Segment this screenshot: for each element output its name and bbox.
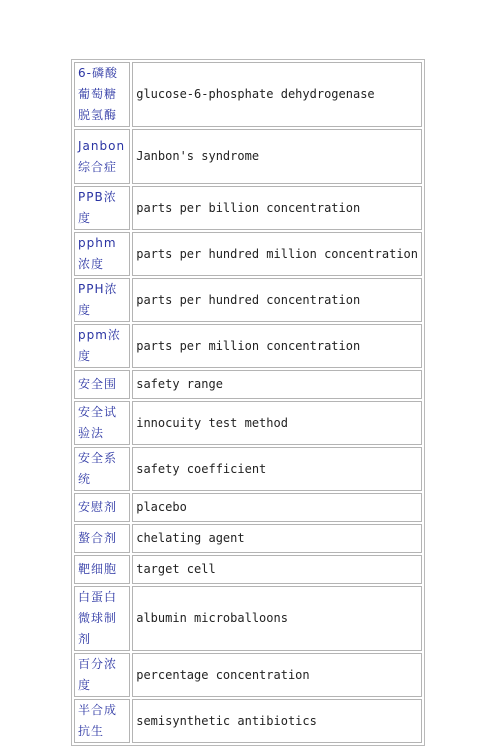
table-row (74, 129, 422, 184)
chinese-term: 螯合剂 (74, 524, 130, 553)
english-term: parts per million concentration (132, 324, 422, 368)
chinese-term: 安慰剂 (74, 493, 130, 522)
english-term: target cell (132, 555, 422, 584)
chinese-term: 安全系统 (74, 447, 130, 491)
table-row (74, 401, 422, 445)
english-term: safety coefficient (132, 447, 422, 491)
glossary-table (71, 59, 425, 746)
english-term: placebo (132, 493, 422, 522)
english-term: chelating agent (132, 524, 422, 553)
table-row (74, 586, 422, 651)
english-term: parts per hundred million concentration (132, 232, 422, 276)
english-term: Janbon's syndrome (132, 129, 422, 184)
english-term: semisynthetic antibiotics (132, 699, 422, 743)
chinese-term: 安全围 (74, 370, 130, 399)
chinese-term: 百分浓度 (74, 653, 130, 697)
chinese-term: 靶细胞 (74, 555, 130, 584)
chinese-term: pphm浓度 (74, 232, 130, 276)
english-term: parts per hundred concentration (132, 278, 422, 322)
english-term: glucose-6-phosphate dehydrogenase (132, 62, 422, 127)
chinese-term: Janbon综合症 (74, 129, 130, 184)
table-row (74, 370, 422, 399)
english-term: parts per billion concentration (132, 186, 422, 230)
chinese-term: 6-磷酸葡萄糖脱氢酶 (74, 62, 130, 127)
table-row (74, 493, 422, 522)
table-row (74, 555, 422, 584)
table-row (74, 447, 422, 491)
table-row (74, 524, 422, 553)
table-row (74, 186, 422, 230)
chinese-term: 白蛋白微球制剂 (74, 586, 130, 651)
chinese-term: PPB浓度 (74, 186, 130, 230)
english-term: innocuity test method (132, 401, 422, 445)
english-term: percentage concentration (132, 653, 422, 697)
chinese-term: 安全试验法 (74, 401, 130, 445)
table-row (74, 62, 422, 127)
chinese-term: PPH浓度 (74, 278, 130, 322)
chinese-term: ppm浓度 (74, 324, 130, 368)
table-row (74, 324, 422, 368)
english-term: albumin microballoons (132, 586, 422, 651)
chinese-term: 半合成抗生 (74, 699, 130, 743)
table-row (74, 278, 422, 322)
table-row (74, 699, 422, 743)
table-row (74, 653, 422, 697)
english-term: safety range (132, 370, 422, 399)
table-row (74, 232, 422, 276)
